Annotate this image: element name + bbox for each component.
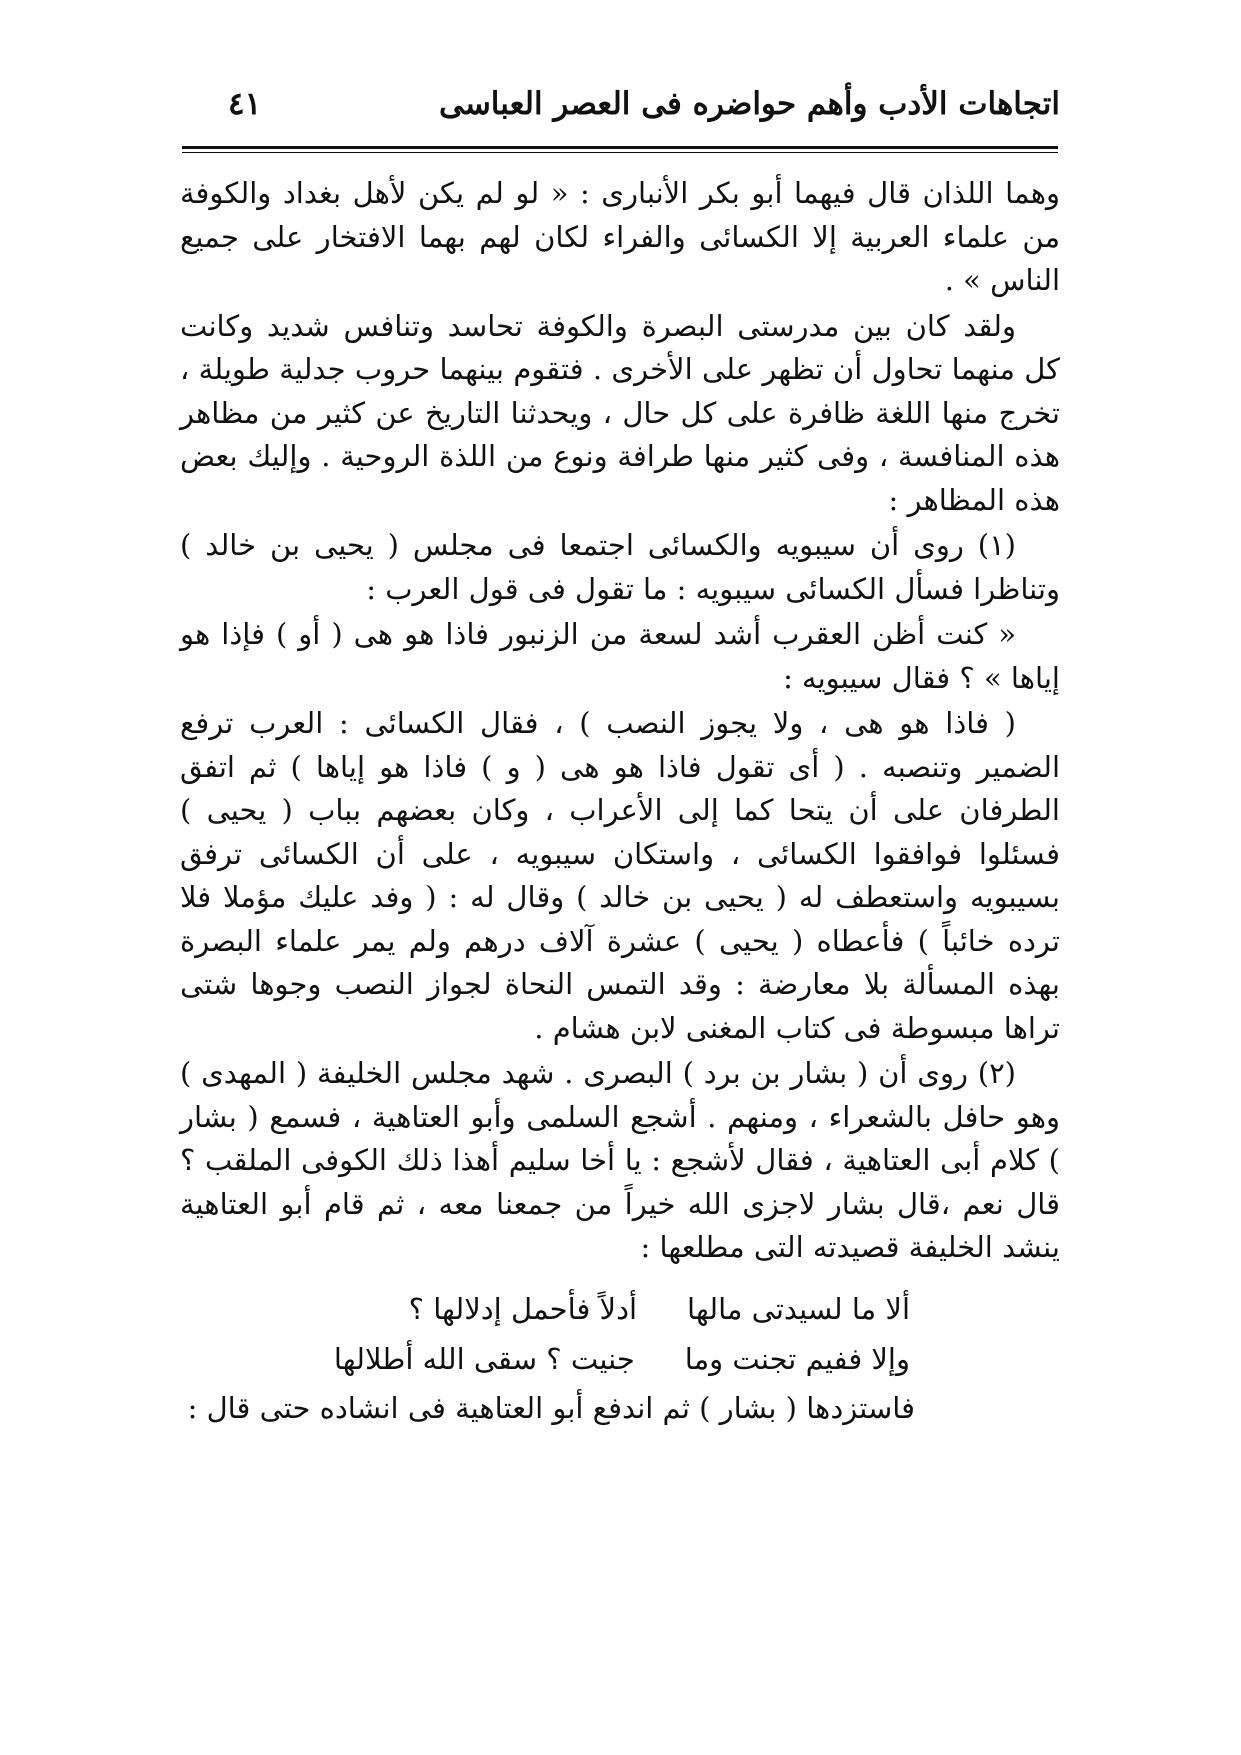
poem-verses: [180, 1284, 1060, 1386]
paragraph-zunbur-question: « كنت أظن العقرب أشد لسعة من الزنبور فاذا هو هى ( أو ) فإذا هو إياها » ؟ فقال سيبويه :: [180, 617, 1060, 695]
running-header: [180, 86, 1060, 136]
verse-hemistich: جنيت ؟ سقى الله أطلالها: [333, 1342, 635, 1377]
paragraph-anbari-quote: وهما اللذان قال فيهما أبو بكر الأنبارى : « لو لم يكن لأهل بغداد والكوفة من علماء العربية إلا الكسائى والفراء لكان لهم بهما الافتخار على جميع الناس » .: [180, 176, 1060, 297]
closing-line: فاستزدها ( بشار ) ثم اندفع أبو العتاهية فى انشاده حتى قال :: [187, 1391, 915, 1425]
header-title: اتجاهات الأدب وأهم حواضره فى العصر العباسى: [438, 86, 1060, 122]
verse-hemistich: ألا ما لسيدتى مالها: [687, 1291, 910, 1326]
verse-line: [180, 1334, 910, 1385]
page-number: ٤١: [228, 86, 262, 122]
verse-hemistich: أدلاً فأحمل إدلالها ؟: [408, 1291, 638, 1326]
main-text: [180, 172, 1060, 1431]
verse-hemistich: وإلا ففيم تجنت وما: [684, 1342, 910, 1377]
paragraph-rivalry: ولقد كان بين مدرستى البصرة والكوفة تحاسد وتنافس شديد وكانت كل منهما تحاول أن تظهر على الأخرى . فتقوم بينهما حروب جدلية طويلة ، تخرج منها اللغة ظافرة على كل حال ، ويحدثنا التاريخ عن كثير من مظاهر هذه المنافسة ، وفى كثير منها طرافة ونوع من اللذة الروحية . وإليك بعض هذه المظاهر :: [180, 308, 1060, 517]
paragraph-answer: ( فاذا هو هى ، ولا يجوز النصب ) ، فقال الكسائى : العرب ترفع الضمير وتنصبه . ( أى تقول فاذا هو هى ( و ) فاذا هو إياها ) ثم اتفق الطرفان على أن يتحا كما إلى الأعراب ، وكان بعضهم بباب ( يحيى ) فسئلوا فوافقوا الكسائى ، واستكان سيبويه ، على أن الكسائى ترفق بسيبويه واستعطف له ( يحيى بن خالد ) وقال له : ( وفد عليك مؤملا فلا ترده خائباً ) فأعطاه ( يحيى ) عشرة آلاف درهم ولم يمر علماء البصرة بهذه المسألة بلا معارضة : وقد التمس النحاة لجواز النصب وجوها شتى تراها مبسوطة فى كتاب المغنى لابن هشام .: [180, 706, 1060, 1045]
header-rule-thick: [182, 146, 1058, 149]
paragraph-bashshar: (٢) روى أن ( بشار بن برد ) البصرى . شهد مجلس الخليفة ( المهدى ) وهو حافل بالشعراء ، ومنهم . أشجع السلمى وأبو العتاهية ، فسمع ( بشار ) كلام أبى العتاهية ، فقال لأشجع : يا أخا سليم أهذا ذلك الكوفى الملقب ؟ قال نعم ،قال بشار لاجزى الله خيراً من جمعنا معه ، ثم قام أبو العتاهية ينشد الخليفة قصيدته التى مطلعها :: [180, 1056, 1060, 1264]
paragraph-sibawayh-kisai: (١) روى أن سيبويه والكسائى اجتمعا فى مجلس ( يحيى بن خالد ) وتناظرا فسأل الكسائى سيبويه : ما تقول فى قول العرب :: [180, 528, 1060, 606]
header-rule-thin: [182, 152, 1058, 153]
verse-line: [180, 1284, 910, 1335]
